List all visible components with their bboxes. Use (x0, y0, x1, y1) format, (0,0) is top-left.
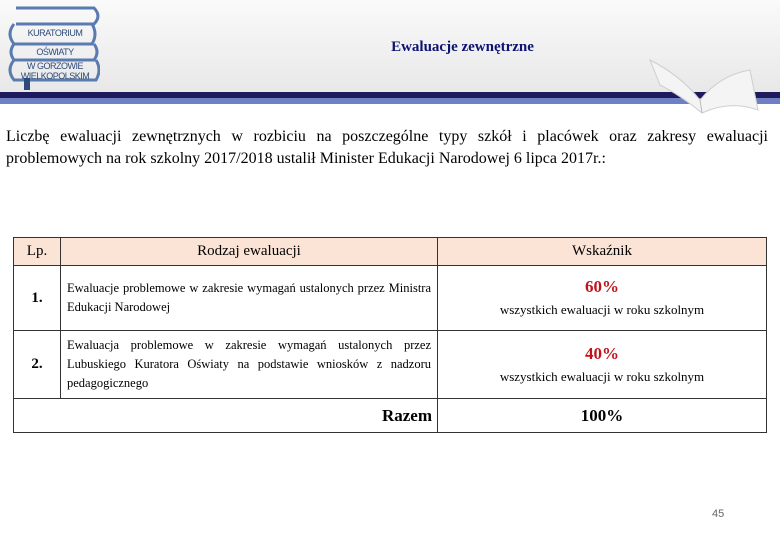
table-header-row (14, 238, 767, 266)
indicator-caption: wszystkich ewaluacji w roku szkolnym (499, 368, 705, 384)
total-value: 100% (438, 399, 767, 433)
row-description: Ewaluacje problemowe w zakresie wymagań ustalonych przez Ministra Edukacji Narodowej (61, 266, 438, 331)
indicator-caption: wszystkich ewaluacji w roku szkolnym (499, 302, 705, 317)
logo-text: W GORZOWIE (27, 61, 83, 71)
slide-title: Ewaluacje zewnętrzne (391, 39, 534, 55)
total-label: Razem (14, 399, 438, 433)
page-number: 45 (712, 508, 725, 520)
table-row (14, 331, 767, 399)
kuratorium-logo (6, 4, 100, 90)
intro-paragraph: Liczbę ewaluacji zewnętrznych w rozbiciu na poszczególne typy szkół i placówek oraz zakresy ewaluacji problemowych na rok szkolny 2017/2018 ustalił Minister Edukacji Narodowej 6 lipca 2017r.: (6, 128, 768, 167)
logo-text: KURATORIUM (27, 28, 83, 38)
evaluation-table (13, 237, 767, 433)
open-book-icon (640, 55, 765, 115)
row-number: 2. (14, 331, 61, 399)
row-description: Ewaluacja problemowe w zakresie wymagań ustalonych przez Lubuskiego Kuratora Oświaty na podstawie wniosków z nadzoru pedagogicznego (61, 331, 438, 399)
table-row (14, 266, 767, 331)
logo-text: WIELKOPOLSKIM (20, 71, 90, 81)
header-lp: Lp. (14, 238, 61, 266)
logo-text: OŚWIATY (36, 47, 74, 57)
indicator-percent: 60% (585, 277, 619, 296)
row-number: 1. (14, 266, 61, 331)
row-indicator (438, 331, 767, 399)
header-indicator: Wskaźnik (438, 238, 767, 266)
row-indicator (438, 266, 767, 331)
total-row (14, 399, 767, 433)
header-type: Rodzaj ewaluacji (61, 238, 438, 266)
indicator-percent: 40% (585, 343, 619, 363)
